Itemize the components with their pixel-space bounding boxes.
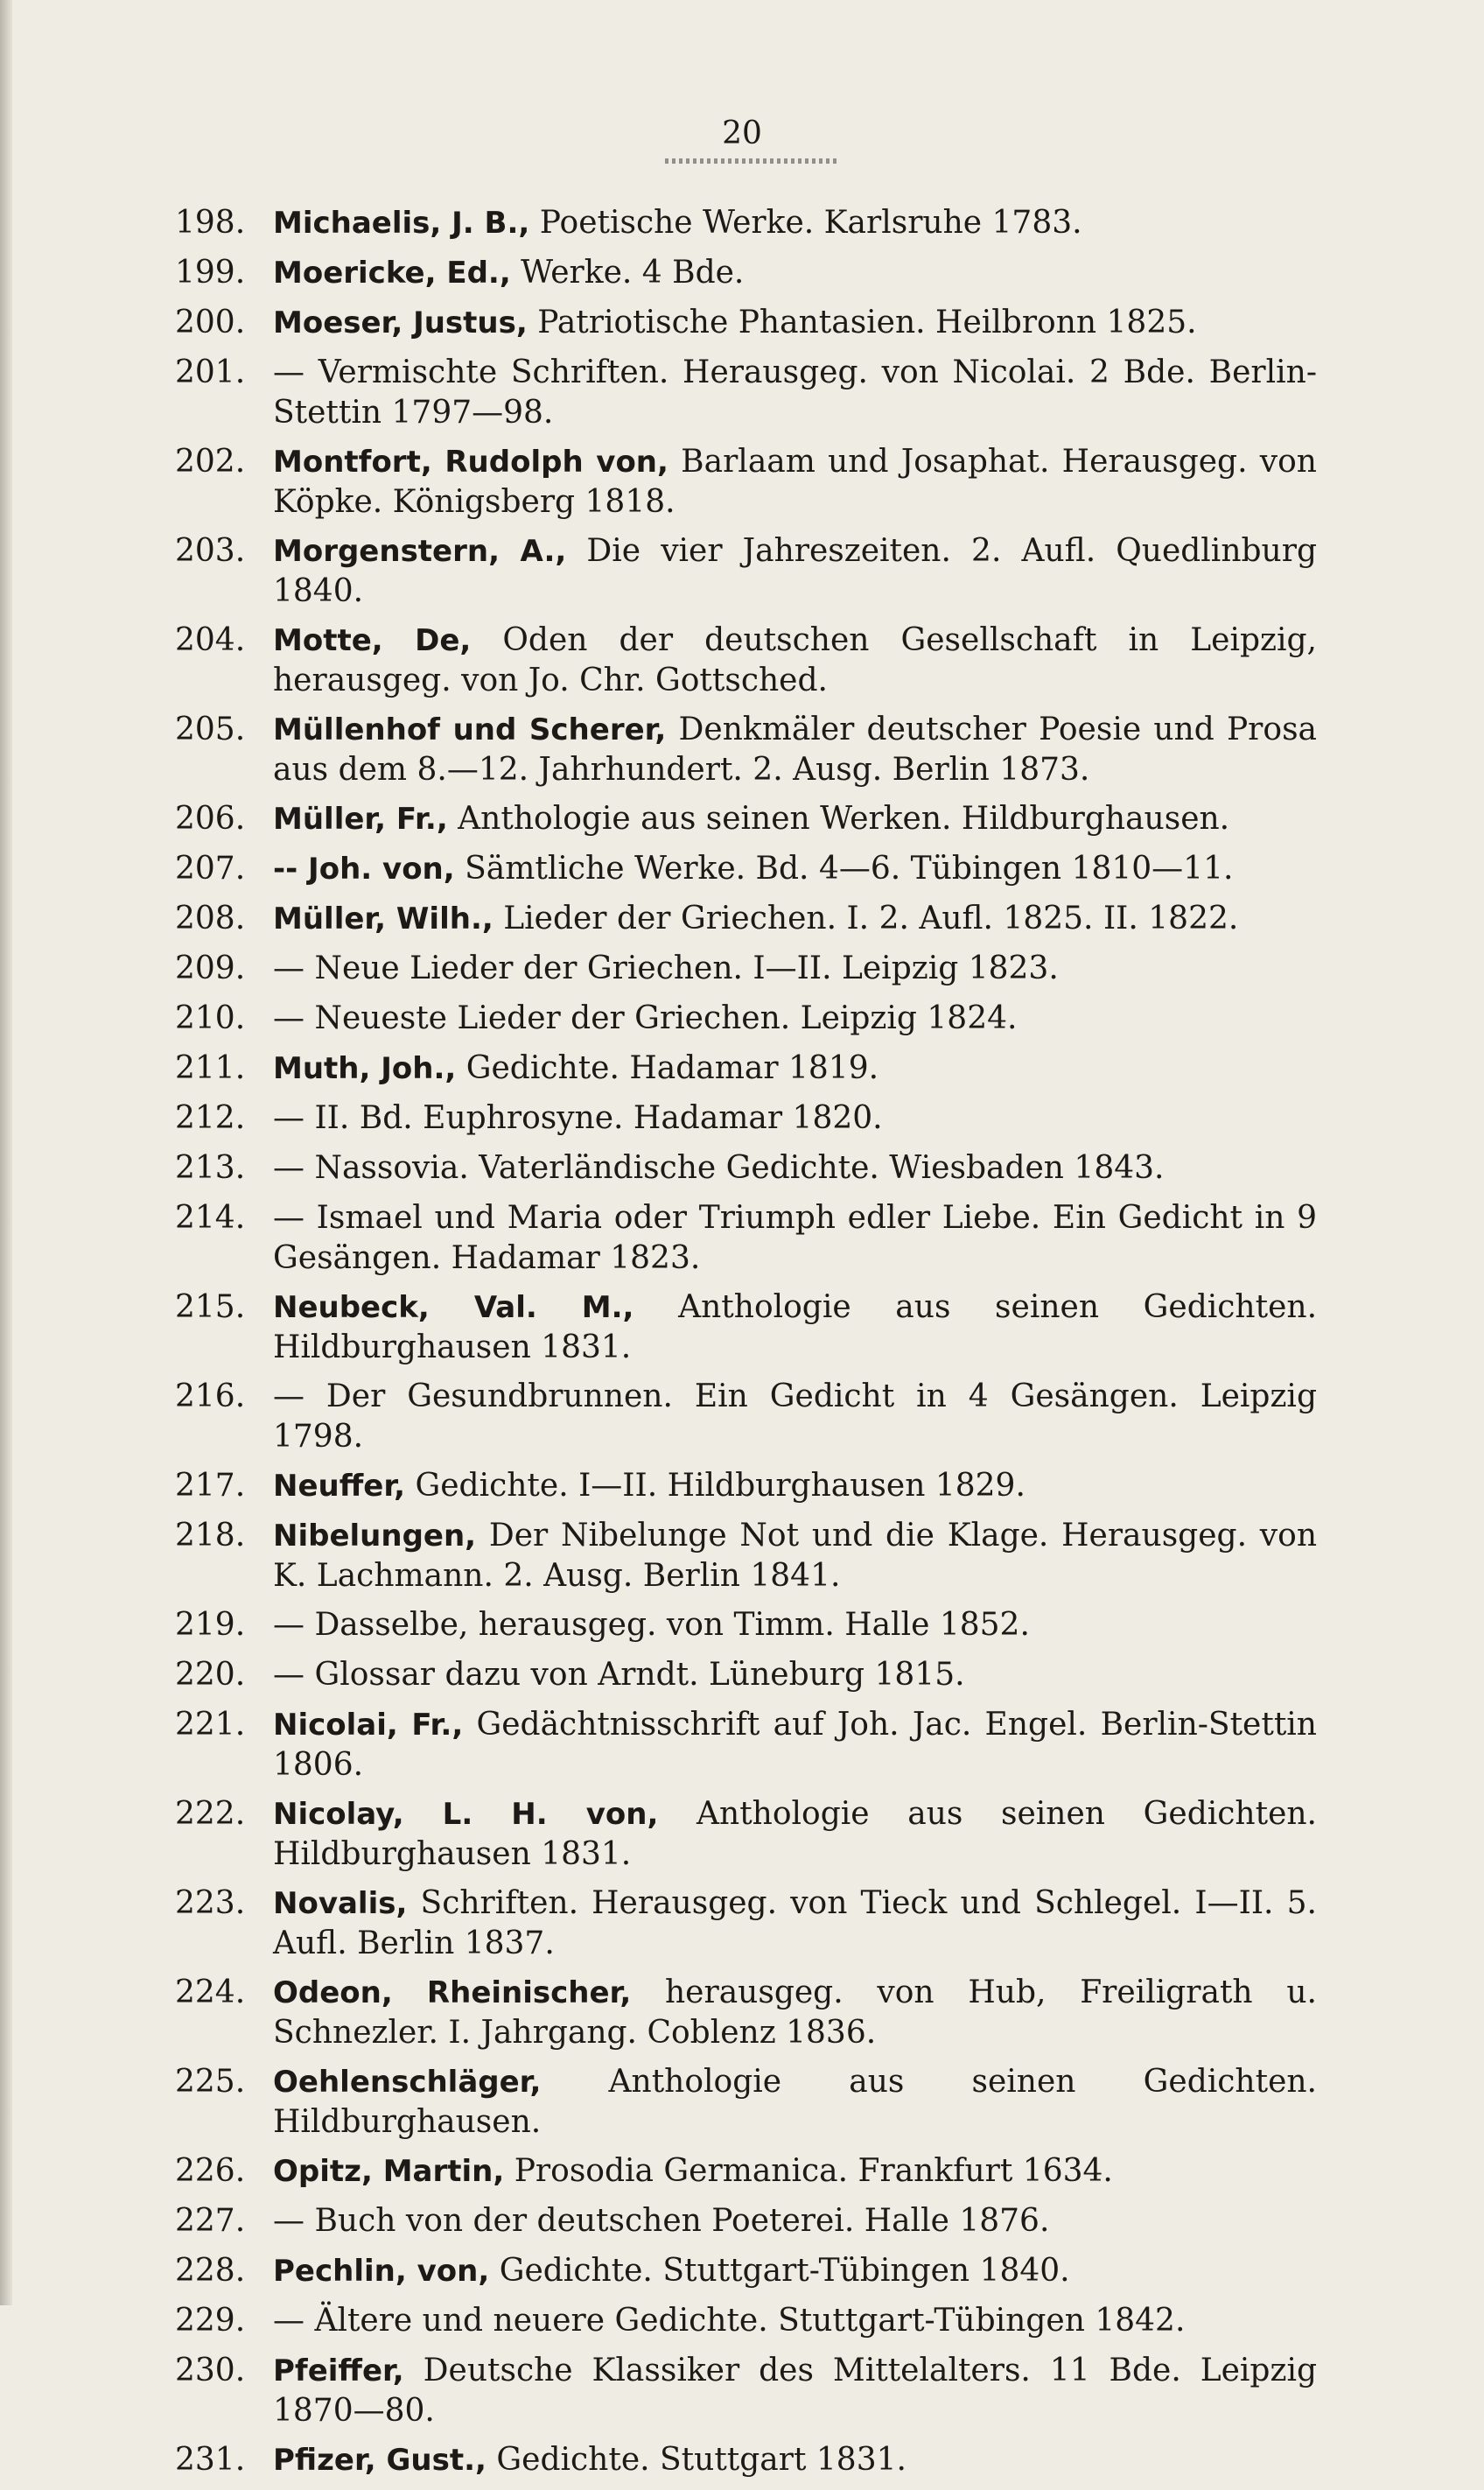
- entry-number: 205.: [175, 712, 246, 747]
- entry-text: [273, 2062, 1317, 2142]
- entry-number: 224.: [175, 1974, 246, 2010]
- entry-author: Nicolai, Fr.,: [273, 1708, 464, 1743]
- entry-number: 204.: [175, 622, 246, 658]
- list-item: [175, 303, 1317, 343]
- entry-text: [273, 1148, 1317, 1189]
- entry-description: Gedächtnisschrift auf Joh. Jac. Engel. Berlin-Stettin 1806.: [273, 1707, 1317, 1783]
- list-item: [175, 1794, 1317, 1874]
- list-item: [175, 442, 1317, 522]
- entry-text: [273, 1655, 1317, 1695]
- entry-number: 212.: [175, 1100, 246, 1136]
- entry-text: [273, 1794, 1317, 1874]
- entry-number: 221.: [175, 1707, 246, 1743]
- entry-author: Opitz, Martin,: [273, 2154, 505, 2189]
- entry-text: [273, 1198, 1317, 1278]
- list-item: [175, 2301, 1317, 2341]
- entry-description: Gedichte. Stuttgart 1831.: [486, 2442, 906, 2478]
- page-number: 20: [722, 116, 762, 151]
- list-item: [175, 1973, 1317, 2052]
- entry-number: 200.: [175, 305, 246, 340]
- entry-author: -- Joh. von,: [273, 852, 455, 887]
- list-item: [175, 203, 1317, 243]
- entry-text: [273, 2351, 1317, 2430]
- list-item: [175, 999, 1317, 1039]
- entry-description: Lieder der Griechen. I. 2. Aufl. 1825. II. 1822.: [493, 901, 1239, 936]
- entry-text: [273, 1605, 1317, 1645]
- entry-number: 220.: [175, 1657, 246, 1693]
- entry-description: Anthologie aus seinen Gedichten. Hildburghausen.: [273, 2064, 1317, 2140]
- entry-description: Schriften. Herausgeg. von Tieck und Schlegel. I—II. 5. Aufl. Berlin 1837.: [273, 1885, 1317, 1961]
- entry-number: 215.: [175, 1289, 246, 1325]
- bibliography-list: [175, 203, 1317, 2490]
- entry-text: [273, 899, 1317, 939]
- entry-author: Pfizer, Gust.,: [273, 2443, 486, 2478]
- entry-description: Anthologie aus seinen Werken. Hildburghausen.: [447, 801, 1230, 837]
- list-item: [175, 949, 1317, 989]
- entry-author: Novalis,: [273, 1886, 408, 1921]
- list-item: [175, 849, 1317, 889]
- entry-text: [273, 1883, 1317, 1963]
- entry-number: 216.: [175, 1378, 246, 1414]
- entry-author: Nibelungen,: [273, 1519, 477, 1554]
- list-item: [175, 1198, 1317, 1278]
- entry-description: Anthologie aus seinen Gedichten. Hildburghausen 1831.: [273, 1289, 1318, 1365]
- entry-description: Patriotische Phantasien. Heilbronn 1825.: [527, 305, 1197, 340]
- entry-author: Pfeiffer,: [273, 2353, 404, 2388]
- entry-text: [273, 1705, 1317, 1785]
- entry-number: 218.: [175, 1518, 246, 1554]
- entry-number: 226.: [175, 2153, 246, 2189]
- entry-number: 228.: [175, 2253, 246, 2289]
- entry-number: 214.: [175, 1200, 246, 1236]
- entry-description: Der Nibelunge Not und die Klage. Herausgeg. von K. Lachmann. 2. Ausg. Berlin 1841.: [273, 1518, 1317, 1594]
- entry-description: Deutsche Klassiker des Mittelalters. 11 Bde. Leipzig 1870—80.: [273, 2353, 1317, 2429]
- entry-author: Moericke, Ed.,: [273, 256, 511, 291]
- entry-description: — Buch von der deutschen Poeterei. Halle 1876.: [273, 2203, 1050, 2239]
- entry-description: — Ältere und neuere Gedichte. Stuttgart-Tübingen 1842.: [273, 2303, 1186, 2339]
- entry-text: [273, 1049, 1317, 1089]
- list-item: [175, 253, 1317, 293]
- entry-text: [273, 2251, 1317, 2291]
- entry-description: Werke. 4 Bde.: [510, 255, 745, 291]
- entry-number: 213.: [175, 1150, 246, 1186]
- entry-description: Anthologie aus seinen Gedichten. Hildburghausen 1831.: [273, 1796, 1318, 1872]
- entry-number: 198.: [175, 205, 246, 241]
- entry-text: [273, 2440, 1317, 2480]
- entry-author: Neubeck, Val. M.,: [273, 1290, 634, 1325]
- entry-description: Denkmäler deutscher Poesie und Prosa aus dem 8.—12. Jahrhundert. 2. Ausg. Berlin 1873.: [273, 712, 1318, 788]
- entry-description: — Der Gesundbrunnen. Ein Gedicht in 4 Gesängen. Leipzig 1798.: [273, 1378, 1317, 1455]
- list-item: [175, 2062, 1317, 2142]
- entry-author: Morgenstern, A.,: [273, 534, 567, 569]
- entry-author: Oehlenschläger,: [273, 2065, 542, 2100]
- entry-text: [273, 353, 1317, 432]
- list-item: [175, 1098, 1317, 1139]
- entry-number: 222.: [175, 1796, 246, 1832]
- entry-description: Gedichte. I—II. Hildburghausen 1829.: [405, 1468, 1026, 1504]
- entry-description: Gedichte. Stuttgart-Tübingen 1840.: [489, 2253, 1070, 2289]
- entry-author: Motte, De,: [273, 623, 472, 658]
- entry-number: 202.: [175, 444, 246, 480]
- entry-number: 230.: [175, 2353, 246, 2388]
- entry-text: [273, 442, 1317, 522]
- entry-description: — Neue Lieder der Griechen. I—II. Leipzig 1823.: [273, 950, 1059, 986]
- list-item: [175, 899, 1317, 939]
- list-item: [175, 531, 1317, 611]
- list-item: [175, 1148, 1317, 1189]
- entry-number: 203.: [175, 533, 246, 569]
- entry-description: Sämtliche Werke. Bd. 4—6. Tübingen 1810—11.: [454, 851, 1234, 887]
- entry-description: Prosodia Germanica. Frankfurt 1634.: [504, 2153, 1113, 2189]
- entry-description: — Glossar dazu von Arndt. Lüneburg 1815.: [273, 1657, 965, 1693]
- entry-number: 206.: [175, 801, 246, 837]
- list-item: [175, 1377, 1317, 1456]
- list-item: [175, 2351, 1317, 2430]
- entry-text: [273, 799, 1317, 839]
- entry-description: — II. Bd. Euphrosyne. Hadamar 1820.: [273, 1100, 883, 1136]
- entry-author: Muth, Joh.,: [273, 1051, 457, 1086]
- list-item: [175, 799, 1317, 839]
- entry-number: 217.: [175, 1468, 246, 1504]
- entry-text: [273, 303, 1317, 343]
- list-item: [175, 1705, 1317, 1785]
- entry-text: [273, 1287, 1317, 1367]
- entry-text: [273, 2201, 1317, 2241]
- list-item: [175, 353, 1317, 432]
- entry-text: [273, 1377, 1317, 1456]
- entry-number: 225.: [175, 2064, 246, 2100]
- entry-description: herausgeg. von Hub, Freiligrath u. Schnezler. I. Jahrgang. Coblenz 1836.: [273, 1974, 1317, 2051]
- entry-number: 207.: [175, 851, 246, 887]
- entry-number: 227.: [175, 2203, 246, 2239]
- entry-number: 209.: [175, 950, 246, 986]
- entry-description: — Nassovia. Vaterländische Gedichte. Wiesbaden 1843.: [273, 1150, 1165, 1186]
- entry-number: 229.: [175, 2303, 246, 2339]
- entry-number: 219.: [175, 1607, 246, 1643]
- list-item: [175, 1049, 1317, 1089]
- entry-text: [273, 949, 1317, 989]
- list-item: [175, 1605, 1317, 1645]
- entry-description: Gedichte. Hadamar 1819.: [456, 1050, 879, 1086]
- entry-text: [273, 1098, 1317, 1139]
- entry-description: Poetische Werke. Karlsruhe 1783.: [529, 205, 1082, 241]
- entry-author: Pechlin, von,: [273, 2254, 490, 2289]
- entry-number: 210.: [175, 1000, 246, 1036]
- list-item: [175, 1883, 1317, 1963]
- list-item: [175, 2251, 1317, 2291]
- entry-description: — Ismael und Maria oder Triumph edler Liebe. Ein Gedicht in 9 Gesängen. Hadamar 1823.: [273, 1200, 1317, 1276]
- entry-number: 208.: [175, 901, 246, 936]
- entry-text: [273, 2151, 1317, 2192]
- list-item: [175, 2201, 1317, 2241]
- entry-text: [273, 203, 1317, 243]
- list-item: [175, 710, 1317, 789]
- list-item: [175, 1655, 1317, 1695]
- entry-description: — Vermischte Schriften. Herausgeg. von Nicolai. 2 Bde. Berlin-Stettin 1797—98.: [273, 354, 1317, 431]
- page-edge-shadow: [0, 0, 12, 2305]
- list-item: [175, 1287, 1317, 1367]
- list-item: [175, 621, 1317, 700]
- entry-number: 201.: [175, 354, 246, 390]
- entry-text: [273, 2301, 1317, 2341]
- entry-author: Neuffer,: [273, 1469, 406, 1504]
- entry-author: Michaelis, J. B.,: [273, 206, 530, 241]
- entry-author: Müllenhof und Scherer,: [273, 712, 667, 747]
- entry-description: Oden der deutschen Gesellschaft in Leipzig, herausgeg. von Jo. Chr. Gottsched.: [273, 622, 1317, 698]
- entry-text: [273, 999, 1317, 1039]
- entry-author: Montfort, Rudolph von,: [273, 445, 668, 480]
- entry-author: Moeser, Justus,: [273, 305, 528, 340]
- entry-text: [273, 1466, 1317, 1506]
- entry-author: Müller, Wilh.,: [273, 901, 494, 936]
- entry-text: [273, 1516, 1317, 1596]
- entry-number: 199.: [175, 255, 246, 291]
- entry-description: — Dasselbe, herausgeg. von Timm. Halle 1852.: [273, 1607, 1030, 1643]
- entry-number: 211.: [175, 1050, 246, 1086]
- list-item: [175, 1466, 1317, 1506]
- entry-number: 223.: [175, 1885, 246, 1921]
- list-item: [175, 2440, 1317, 2480]
- entry-number: 231.: [175, 2442, 246, 2478]
- entry-description: — Neueste Lieder der Griechen. Leipzig 1824.: [273, 1000, 1018, 1036]
- wavy-rule: [665, 158, 840, 164]
- entry-text: [273, 621, 1317, 700]
- entry-author: Nicolay, L. H. von,: [273, 1797, 659, 1832]
- entry-description: Barlaam und Josaphat. Herausgeg. von Köpke. Königsberg 1818.: [273, 444, 1317, 520]
- entry-text: [273, 710, 1317, 789]
- list-item: [175, 1516, 1317, 1596]
- list-item: [175, 2151, 1317, 2192]
- entry-text: [273, 531, 1317, 611]
- entry-text: [273, 253, 1317, 293]
- entry-description: Die vier Jahreszeiten. 2. Aufl. Quedlinburg 1840.: [273, 533, 1317, 609]
- entry-text: [273, 1973, 1317, 2052]
- entry-author: Odeon, Rheinischer,: [273, 1975, 632, 2010]
- entry-text: [273, 849, 1317, 889]
- entry-author: Müller, Fr.,: [273, 802, 448, 837]
